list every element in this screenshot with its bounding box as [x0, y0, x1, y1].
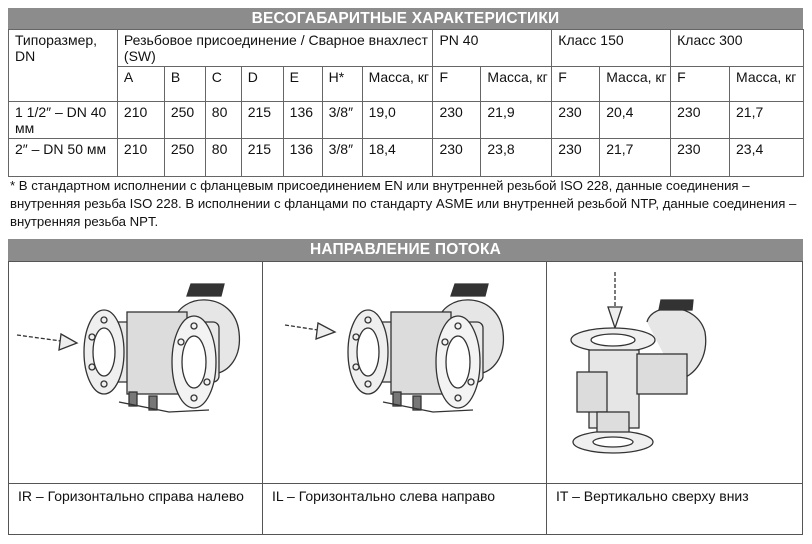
cell: 23,8 [481, 139, 552, 177]
header-size: Типоразмер, DN [9, 30, 118, 102]
sub-header: F [433, 67, 481, 102]
sub-header: B [164, 67, 205, 102]
sub-header: A [117, 67, 164, 102]
cell: 230 [552, 102, 600, 139]
cell: 3/8″ [322, 102, 362, 139]
row-size: 1 1/2″ – DN 40 мм [9, 102, 118, 139]
valve-horizontal-arrow-right-icon [9, 262, 262, 483]
header-class-300: Класс 300 [671, 30, 804, 67]
flow-option-ir [9, 262, 262, 534]
valve-horizontal-arrow-right-icon [263, 262, 546, 483]
cell: 20,4 [600, 102, 671, 139]
flow-caption-il: IL – Горизонтально слева направо [263, 483, 546, 534]
cell: 136 [283, 139, 322, 177]
table-row [9, 102, 804, 139]
header-class-150: Класс 150 [552, 30, 671, 67]
cell: 230 [671, 102, 730, 139]
footnote: * В стандартном исполнении с фланцевым присоединением EN или внутренней резьбой ISO 228, данные соединения – внутренняя резьба ISO 228. В исполнении с фланцами по стандарту ASME или внутренней резьбой NTP, данные соединения – внутренняя резьба NPT. [10, 178, 797, 229]
cell: 230 [552, 139, 600, 177]
header-pn40: PN 40 [433, 30, 552, 67]
cell: 250 [164, 102, 205, 139]
cell: 21,7 [730, 102, 804, 139]
cell: 80 [205, 102, 241, 139]
cell: 230 [433, 102, 481, 139]
sub-header: E [283, 67, 322, 102]
cell: 21,9 [481, 102, 552, 139]
cell: 230 [433, 139, 481, 177]
cell: 21,7 [600, 139, 671, 177]
sub-header: F [552, 67, 600, 102]
flow-option-it [547, 262, 802, 534]
cell: 215 [241, 139, 283, 177]
sub-header: Масса, кг [481, 67, 552, 102]
sub-header: H* [322, 67, 362, 102]
cell: 210 [117, 139, 164, 177]
cell: 18,4 [362, 139, 433, 177]
cell: 250 [164, 139, 205, 177]
cell: 215 [241, 102, 283, 139]
flow-option-il [263, 262, 546, 534]
row-size: 2″ – DN 50 мм [9, 139, 118, 177]
cell: 80 [205, 139, 241, 177]
valve-vertical-arrow-down-icon [547, 262, 802, 483]
sub-header: Масса, кг [362, 67, 433, 102]
sub-header: F [671, 67, 730, 102]
cell: 136 [283, 102, 322, 139]
sub-header: Масса, кг [600, 67, 671, 102]
table-row [9, 139, 804, 177]
flow-panel [8, 261, 803, 535]
spec-table [8, 29, 804, 177]
cell: 19,0 [362, 102, 433, 139]
cell: 230 [671, 139, 730, 177]
sub-header: Масса, кг [730, 67, 804, 102]
spec-section-title: ВЕСОГАБАРИТНЫЕ ХАРАКТЕРИСТИКИ [8, 8, 803, 29]
cell: 3/8″ [322, 139, 362, 177]
flow-section-title: НАПРАВЛЕНИЕ ПОТОКА [8, 239, 803, 261]
cell: 210 [117, 102, 164, 139]
cell: 23,4 [730, 139, 804, 177]
header-connection: Резьбовое присоединение / Сварное внахлест (SW) [117, 30, 433, 67]
sub-header: D [241, 67, 283, 102]
sub-header: C [205, 67, 241, 102]
flow-caption-ir: IR – Горизонтально справа налево [9, 483, 262, 534]
flow-caption-it: IT – Вертикально сверху вниз [547, 483, 802, 534]
